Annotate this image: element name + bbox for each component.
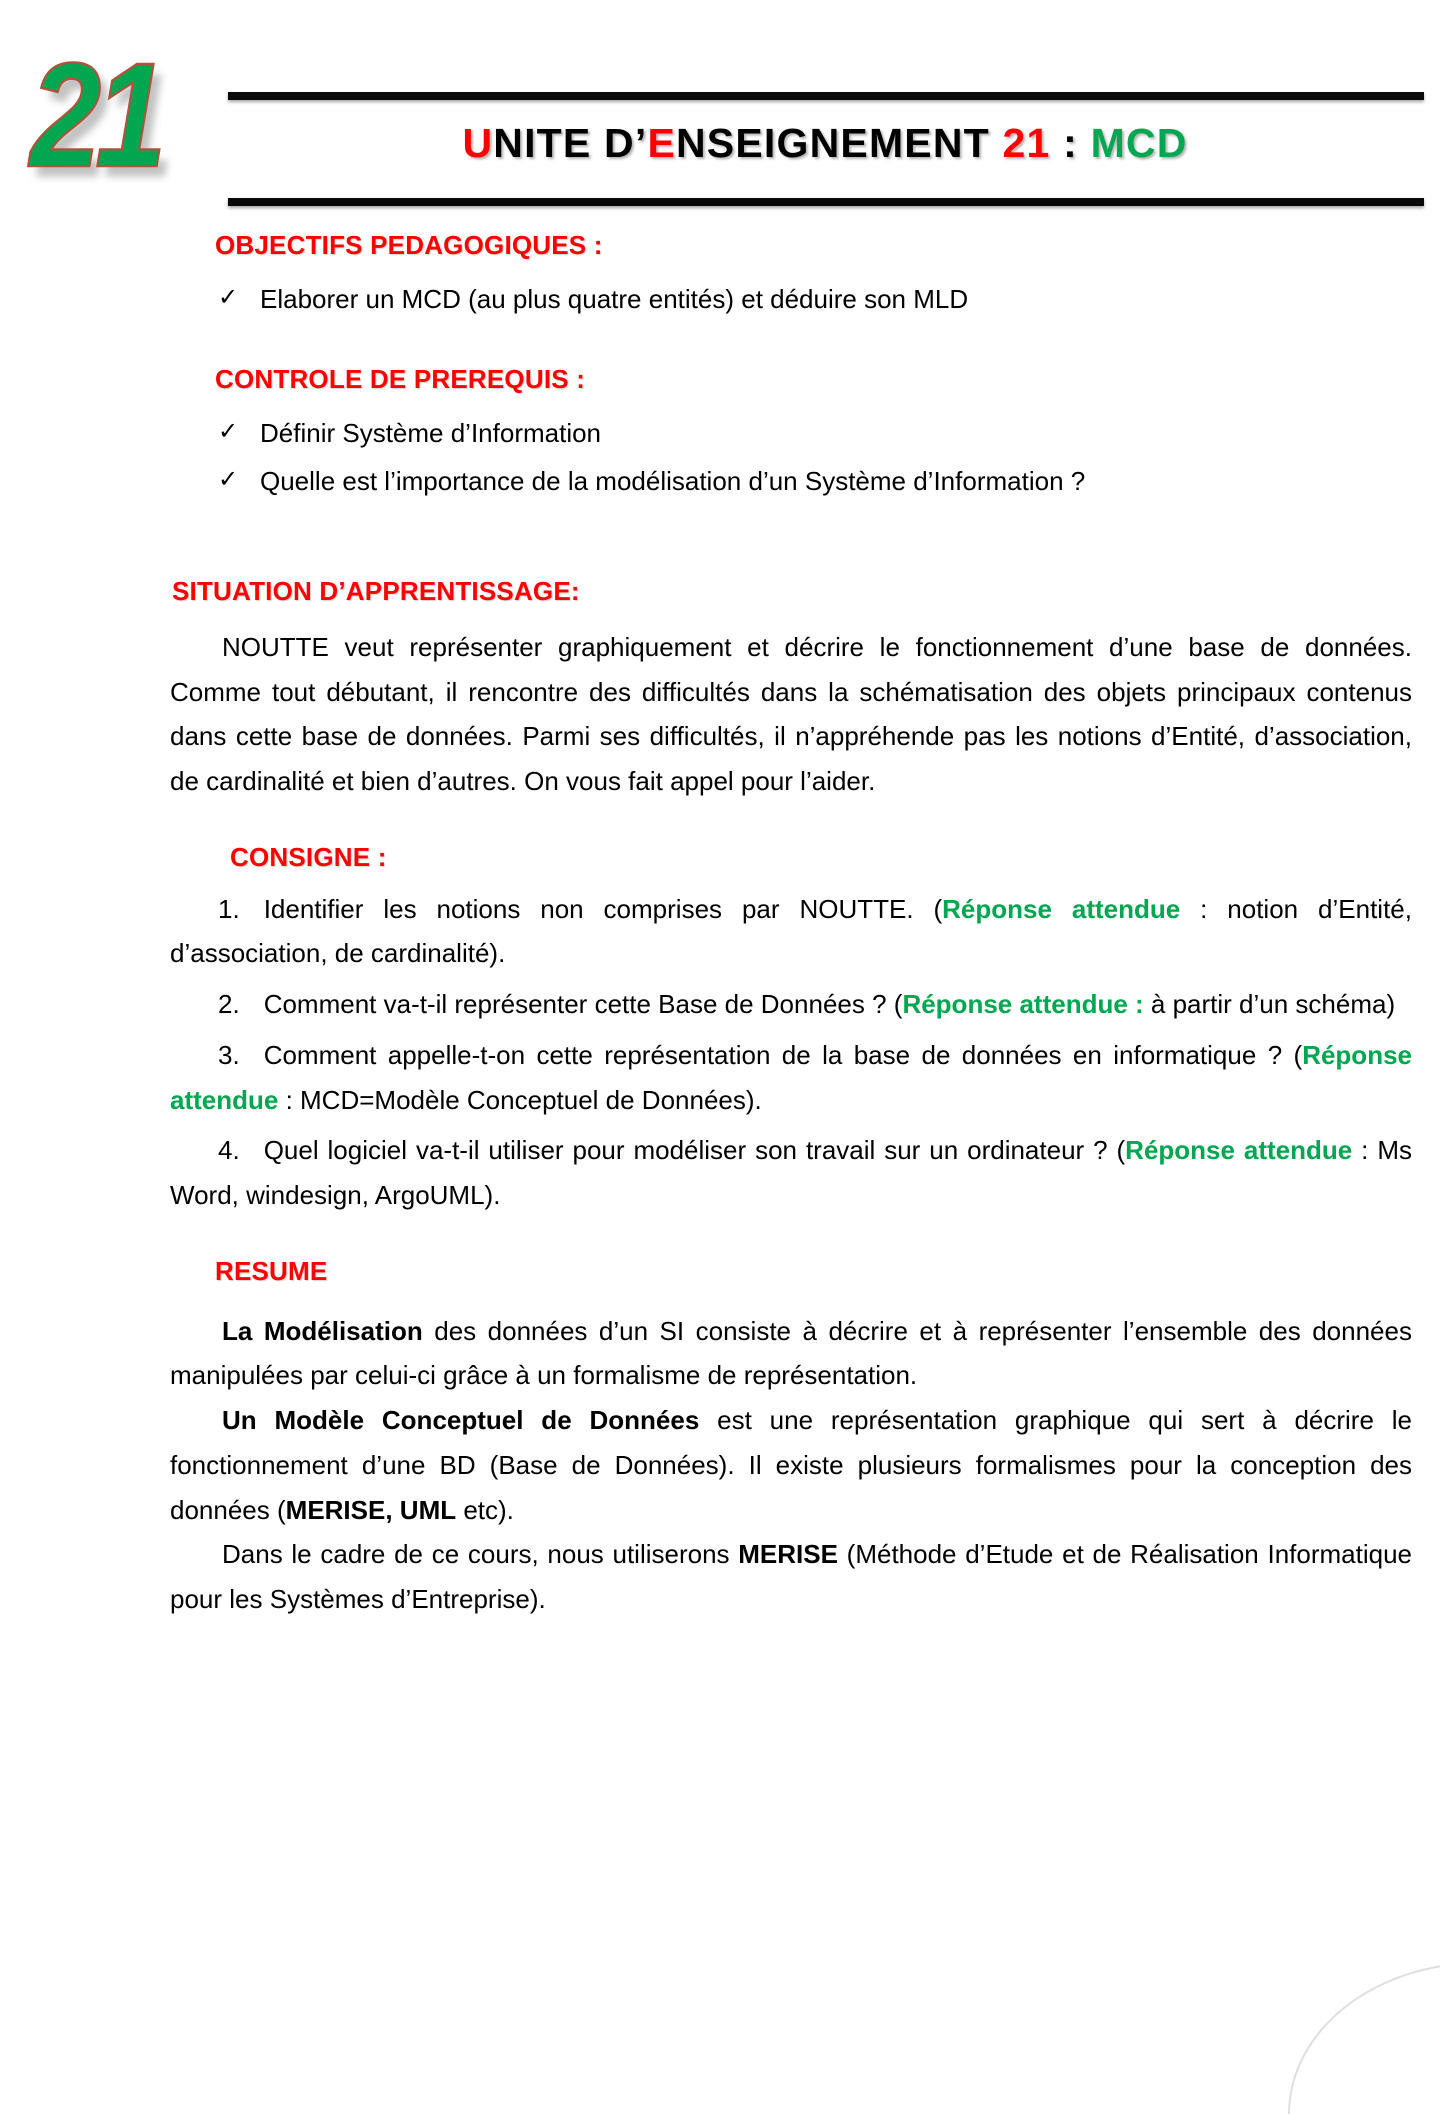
consigne-item-4 [170, 1128, 1412, 1217]
title-part-4: NSEIGNEMENT [676, 120, 1003, 166]
unit-number-logo: 21 [30, 32, 161, 199]
document-header [0, 0, 1440, 230]
page-title [230, 120, 1420, 167]
document-body [0, 230, 1440, 1622]
objectifs-item-text: Elaborer un MCD (au plus quatre entités) et déduire son MLD [260, 284, 969, 314]
situation-paragraph: NOUTTE veut représenter graphiquement et décrire le fonctionnement d’une base de données. Comme tout débutant, il rencontre des difficultés dans la schématisation des objets principaux contenus dans cette base de données. Parmi ses difficultés, il n’appréhende pas les notions d’Entité, d’association, de cardinalité et bien d’autres. On vous fait appel pour l’aider. [170, 631, 1412, 796]
expected-answer-label: Réponse attendue : [902, 989, 1144, 1020]
check-icon: ✓ [218, 284, 239, 311]
list-item [218, 465, 1420, 498]
item-text-after: : notion d’Entité, d’association, de cardinalité). [170, 893, 1412, 969]
consigne-item-3 [170, 1033, 1412, 1122]
title-part-2: NITE D’ [493, 120, 648, 166]
item-number: 2. [218, 989, 240, 1020]
list-item [218, 283, 1420, 316]
resume-lead-3: Dans le cadre de ce cours, nous utiliserons [222, 1539, 739, 1570]
resume-text-2b: etc). [456, 1494, 514, 1525]
title-part-7: MCD [1090, 120, 1188, 166]
section-heading-resume: RESUME [215, 1255, 328, 1286]
item-number: 4. [218, 1135, 240, 1166]
expected-answer-label: Réponse attendue [170, 1039, 1412, 1115]
expected-answer-label: Réponse attendue [942, 893, 1181, 924]
item-text-before: Identifier les notions non comprises par NOUTTE. ( [263, 893, 943, 924]
section-heading-consigne: CONSIGNE : [230, 841, 387, 872]
item-text-before: Comment appelle-t-on cette représentation de la base de données en informatique ? ( [263, 1039, 1303, 1070]
check-icon: ✓ [218, 418, 239, 446]
item-text-after: : MCD=Modèle Conceptuel de Données). [278, 1084, 762, 1115]
page-curl-artifact [1288, 1962, 1440, 2114]
item-text-before: Comment va-t-il représenter cette Base de Données ? ( [263, 989, 903, 1020]
consigne-item-1 [170, 887, 1412, 976]
title-part-1: U [462, 120, 494, 166]
prerequis-item-text: Définir Système d’Information [260, 418, 602, 449]
resume-bold-term-2: Un Modèle Conceptuel de Données [222, 1405, 700, 1436]
list-item [218, 417, 1420, 450]
title-part-6: : [1050, 120, 1091, 166]
title-part-3: E [647, 120, 676, 166]
item-number: 3. [218, 1039, 240, 1070]
resume-bold-term-2b: MERISE, UML [285, 1494, 457, 1525]
item-text-before: Quel logiciel va-t-il utiliser pour modéliser son travail sur un ordinateur ? ( [263, 1135, 1126, 1166]
resume-text-1: des données d’un SI consiste à décrire et à représenter l’ensemble des données manipulées par celui-ci grâce à un formalisme de représentation. [170, 1315, 1412, 1391]
resume-text-2: est une représentation graphique qui sert à décrire le fonctionnement d’une BD (Base de Données). Il existe plusieurs formalismes pour la conception des données ( [170, 1405, 1412, 1525]
resume-paragraph-2 [170, 1398, 1412, 1532]
item-text-after: à partir d’un schéma) [1143, 989, 1396, 1020]
expected-answer-label: Réponse attendue [1125, 1135, 1353, 1166]
section-heading-objectifs: OBJECTIFS PEDAGOGIQUES : [215, 230, 603, 260]
header-rule-top [228, 92, 1424, 100]
check-icon: ✓ [218, 465, 239, 493]
consigne-item-2 [170, 982, 1412, 1027]
resume-text-3: (Méthode d’Etude et de Réalisation Informatique pour les Systèmes d’Entreprise). [170, 1539, 1412, 1615]
prerequis-item-text: Quelle est l’importance de la modélisation d’un Système d’Information ? [260, 465, 1086, 496]
header-rule-bottom [228, 198, 1424, 206]
resume-paragraph-1 [170, 1309, 1412, 1398]
title-part-5: 21 [1002, 120, 1051, 166]
section-heading-prerequis: CONTROLE DE PREREQUIS : [215, 364, 586, 395]
resume-bold-term-1: La Modélisation [222, 1315, 423, 1346]
resume-paragraph-3 [170, 1532, 1412, 1621]
item-number: 1. [218, 893, 240, 924]
resume-bold-term-3: MERISE [738, 1539, 838, 1570]
item-text-after: : Ms Word, windesign, ArgoUML). [170, 1135, 1412, 1210]
section-heading-situation: SITUATION D’APPRENTISSAGE: [172, 575, 580, 606]
